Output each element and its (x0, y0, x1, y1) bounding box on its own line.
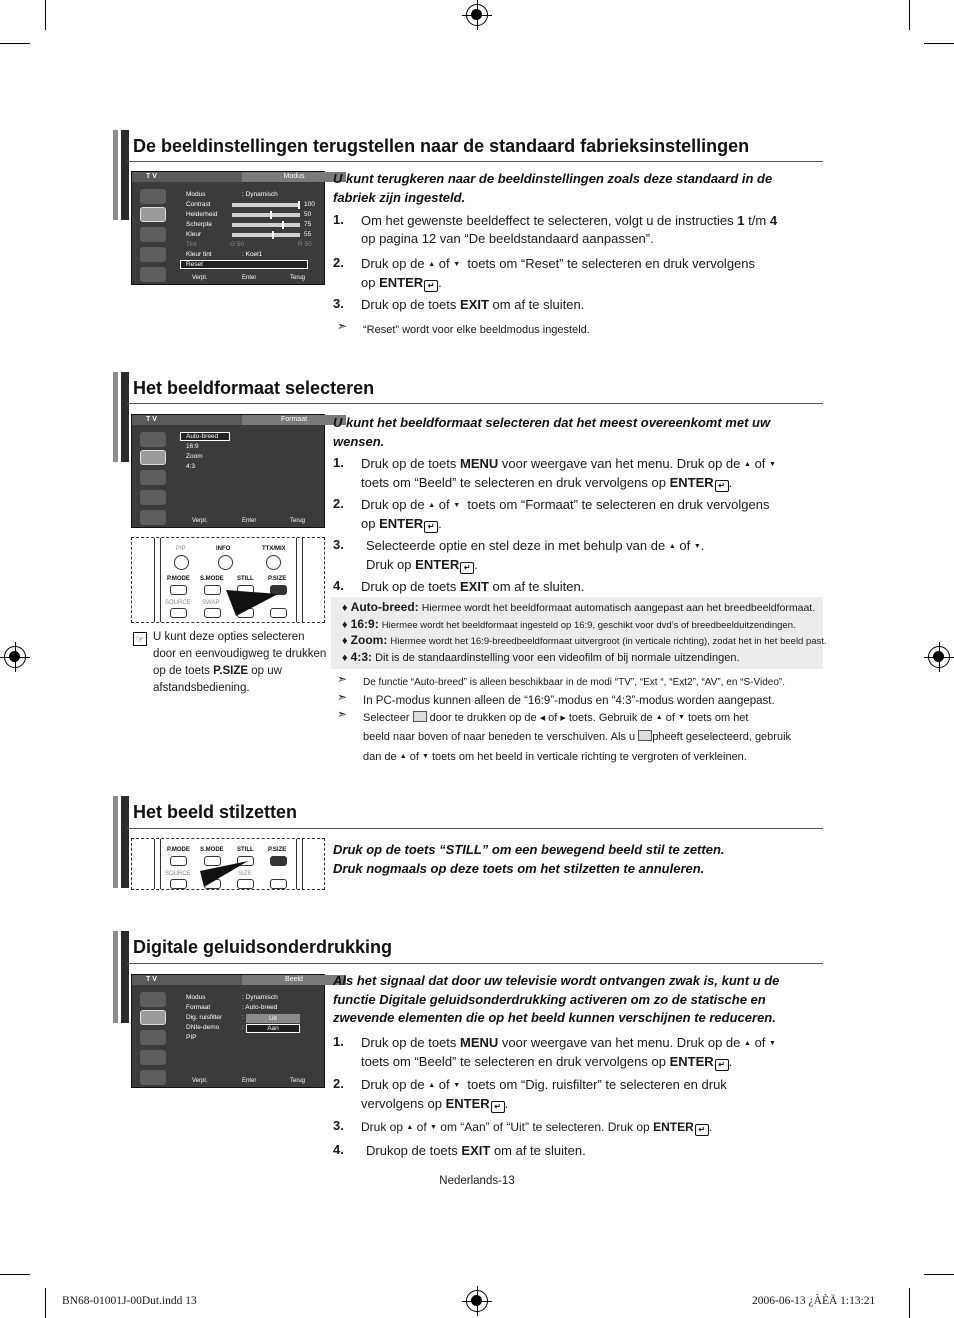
sound-icon (140, 1030, 166, 1045)
channel-icon (140, 247, 166, 262)
option-item: ♦ 4:3: Dit is de standaardinstelling voor een videofilm of bij normale uitzendingen. (342, 650, 740, 664)
step-text: Druk op ▲ of ▼ om “Aan” of “Uit” te selecteren. Druk op ENTER ↵ . (361, 1118, 821, 1137)
tv-menu-screenshot: T V Formaat Auto-breed 16:9 Zoom 4:3 Verpl. Enter Terug (131, 414, 325, 528)
tv-menu-screenshot: T V Modus Modus : Dynamisch Contrast 100 Helderheid 50 Scherpte 75 Kleur 55 Tint G 50 R 50 Kleur tint : Koel1 Reset Verpl. Enter Terug (131, 171, 325, 285)
enter-icon: ↵ (695, 1124, 709, 1136)
step-text: Om het gewenste beeldeffect te selecteren, volgt u de instructies 1 t/m 4 op pagina 12 van “De beeldstandaard aanpassen”. (361, 213, 778, 246)
remote-control-illustration: PIP INFO TTX/MIX P.MODE S.MODE STILL P.SIZE SOURCE SWAP (131, 537, 325, 623)
crop-mark (45, 0, 46, 30)
down-arrow-icon (769, 1035, 776, 1050)
note-arrow-icon: ➣ (337, 707, 348, 721)
sound-icon (140, 227, 166, 242)
pmode-button-icon (170, 856, 187, 866)
crop-mark (0, 43, 30, 44)
smode-button-icon (204, 585, 221, 595)
down-arrow-icon (453, 256, 460, 271)
picture-icon (140, 1010, 166, 1025)
left-arrow-icon (540, 712, 545, 724)
up-arrow-icon (744, 1035, 751, 1050)
pointer-arrow-icon (222, 586, 282, 620)
section-title: De beeldinstellingen terugstellen naar de standaard fabrieksinstellingen (133, 136, 750, 156)
crop-mark (909, 0, 910, 30)
step-number: 3. (333, 537, 344, 552)
step-number: 1. (333, 212, 344, 227)
remote-note: U kunt deze opties selecteren door en eenvoudigweg te drukken op de toets P.SIZE op uw afstandsbediening. (153, 631, 327, 694)
intro-text: Druk op de toets “STILL” om een bewegend beeld stil te zetten. Druk nogmaals op deze toets om het stilzetten te annuleren. (333, 842, 725, 876)
step-text: Druk op de ▲ of ▼ toets om “Reset” te selecteren en druk vervolgens op ENTER ↵ . (361, 255, 821, 292)
down-arrow-icon (769, 456, 776, 471)
option-item: ♦ 16:9: Hiermee wordt het beeldformaat ingesteld op 16:9, geschikt voor dvd’s of breedbeelduitzendingen. (342, 617, 796, 631)
step-number: 2. (333, 255, 344, 270)
down-arrow-icon (422, 751, 429, 763)
note-arrow-icon: ➣ (337, 672, 348, 686)
note-text: In PC-modus kunnen alleen de “16:9”-modus en “4:3”-modus worden aangepast. (363, 695, 775, 707)
pmode-button-icon (170, 585, 187, 595)
step-text: Druk op de ▲ of ▼ toets om “Formaat” te selecteren en druk vervolgens op ENTER ↵ . (361, 496, 821, 533)
crop-mark (45, 1288, 46, 1318)
enter-icon: ↵ (460, 562, 474, 574)
up-arrow-icon (656, 712, 663, 724)
step-number: 3. (333, 1118, 344, 1133)
enter-icon: ↵ (424, 521, 438, 533)
section-title: Het beeldformaat selecteren (133, 378, 375, 398)
swap-button-icon (204, 608, 221, 618)
section-title: Digitale geluidsonderdrukking (133, 937, 393, 957)
down-arrow-icon (694, 538, 701, 553)
step-number: 2. (333, 1076, 344, 1091)
down-arrow-icon (430, 1120, 437, 1134)
up-arrow-icon (669, 538, 676, 553)
hand-note-icon: ☞ (133, 632, 147, 646)
step-number: 2. (333, 496, 344, 511)
step-text: Selecteerde optie en stel deze in met behulp van de ▲ of ▼ . Druk op ENTER ↵ . (366, 537, 826, 574)
input-icon (140, 432, 166, 447)
info-button-icon (218, 555, 233, 570)
intro-text: U kunt het beeldformaat selecteren dat het meest overeenkomt met uw wensen. (333, 415, 771, 449)
source-button-icon (170, 879, 187, 889)
note-arrow-icon: ➣ (337, 319, 348, 333)
page-number: Nederlands-13 (439, 1175, 515, 1187)
source-button-icon (170, 608, 187, 618)
pip-button-icon (174, 555, 189, 570)
step-text: Druk op de toets MENU voor weergave van het menu. Druk op de ▲ of ▼ toets om “Beeld” te selecteren en druk vervolgens op ENTER ↵ . (361, 1034, 821, 1071)
screen-position-icon (413, 711, 427, 722)
down-arrow-icon (678, 712, 685, 724)
intro-text: U kunt terugkeren naar de beeldinstellingen zoals deze standaard in de fabriek zijn ingesteld. (333, 171, 773, 205)
right-arrow-icon (560, 712, 565, 724)
options-box (331, 597, 827, 669)
up-button-icon (270, 879, 287, 889)
down-arrow-icon (453, 1077, 460, 1092)
psize-button-icon (270, 856, 287, 866)
remote-control-illustration: P.MODE S.MODE STILL P.SIZE SOURCE SIZE (131, 838, 325, 890)
enter-icon: ↵ (491, 1101, 505, 1113)
up-arrow-icon (400, 751, 407, 763)
crop-mark (0, 1274, 30, 1275)
enter-icon: ↵ (424, 280, 438, 292)
step-text: Drukop de toets EXIT om af te sluiten. (366, 1143, 586, 1158)
note-arrow-icon: ➣ (337, 690, 348, 704)
up-arrow-icon (428, 497, 435, 512)
input-icon (140, 189, 166, 204)
step-number: 1. (333, 1034, 344, 1049)
channel-icon (140, 490, 166, 505)
note-text: Selecteer door te drukken op de ◀ of ▶ toets. Gebruik de ▲ of ▼ toets om het beeld naar boven of naar beneden te verschuiven. Als u pheeft geselecteerd, gebruik dan de ▲ of ▼ toets om het beeld in verticale richting te vergroten of verkleinen. (363, 708, 823, 767)
picture-icon (140, 207, 166, 222)
step-text: Druk op de toets EXIT om af te sluiten. (361, 579, 585, 594)
ttx-button-icon (266, 555, 281, 570)
print-date-info: 2006-06-13 ¿ÀÈÄ 1:13:21 (752, 1295, 876, 1307)
note-text: De functie “Auto-breed” is alleen beschikbaar in de modi “TV”, “Ext “, “Ext2”, “AV”, en “S-Video”. (363, 677, 786, 688)
crop-mark (924, 1274, 954, 1275)
channel-icon (140, 1050, 166, 1065)
step-number: 4. (333, 578, 344, 593)
picture-icon (140, 450, 166, 465)
option-item: ♦ Zoom: Hiermee wordt het 16:9-breedbeeldformaat uitvergroot (in verticale richting), zodat het in het beeld past. (342, 633, 827, 647)
crop-mark (909, 1288, 910, 1318)
sound-icon (140, 470, 166, 485)
zoom-icon (638, 730, 652, 741)
option-item: ♦ Auto-breed: Hiermee wordt het beeldformaat automatisch aangepast aan het breedbeeldformaat. (342, 600, 816, 614)
enter-icon: ↵ (715, 480, 729, 492)
up-arrow-icon (744, 456, 751, 471)
registration-mark-icon (4, 646, 26, 668)
crop-mark (924, 43, 954, 44)
intro-text: Als het signaal dat door uw televisie wordt ontvangen zwak is, kunt u de functie Digitale geluidsonderdrukking activeren om zo de statische en zwevende elementen die op het beeld kunnen verschijnen te reduceren. (333, 973, 780, 1025)
section-title: Het beeld stilzetten (133, 802, 298, 822)
down-arrow-icon (453, 497, 460, 512)
registration-mark-icon (466, 1290, 488, 1312)
step-number: 1. (333, 455, 344, 470)
up-arrow-icon (406, 1120, 413, 1134)
registration-mark-icon (928, 646, 950, 668)
step-number: 3. (333, 296, 344, 311)
step-number: 4. (333, 1142, 344, 1157)
input-icon (140, 992, 166, 1007)
print-file-info: BN68-01001J-00Dut.indd 13 (62, 1295, 197, 1307)
step-text: Druk op de toets EXIT om af te sluiten. (361, 297, 585, 312)
pointer-arrow-icon (192, 857, 254, 889)
up-arrow-icon (428, 256, 435, 271)
step-text: Druk op de toets MENU voor weergave van het menu. Druk op de ▲ of ▼ toets om “Beeld” te selecteren en druk vervolgens op ENTER ↵ . (361, 455, 821, 492)
registration-mark-icon (466, 4, 488, 26)
enter-icon: ↵ (715, 1059, 729, 1071)
step-text: Druk op de ▲ of ▼ toets om “Dig. ruisfilter” te selecteren en druk vervolgens op ENTER ↵ . (361, 1076, 821, 1113)
note-text: “Reset” wordt voor elke beeldmodus ingesteld. (363, 324, 590, 336)
up-arrow-icon (428, 1077, 435, 1092)
tv-menu-screenshot: T V Beeld Modus : Dynamisch Formaat : Auto-breed Dig. ruisfilter : DNIe-demo : PIP Uit Aan Verpl. Enter Terug (131, 974, 325, 1088)
